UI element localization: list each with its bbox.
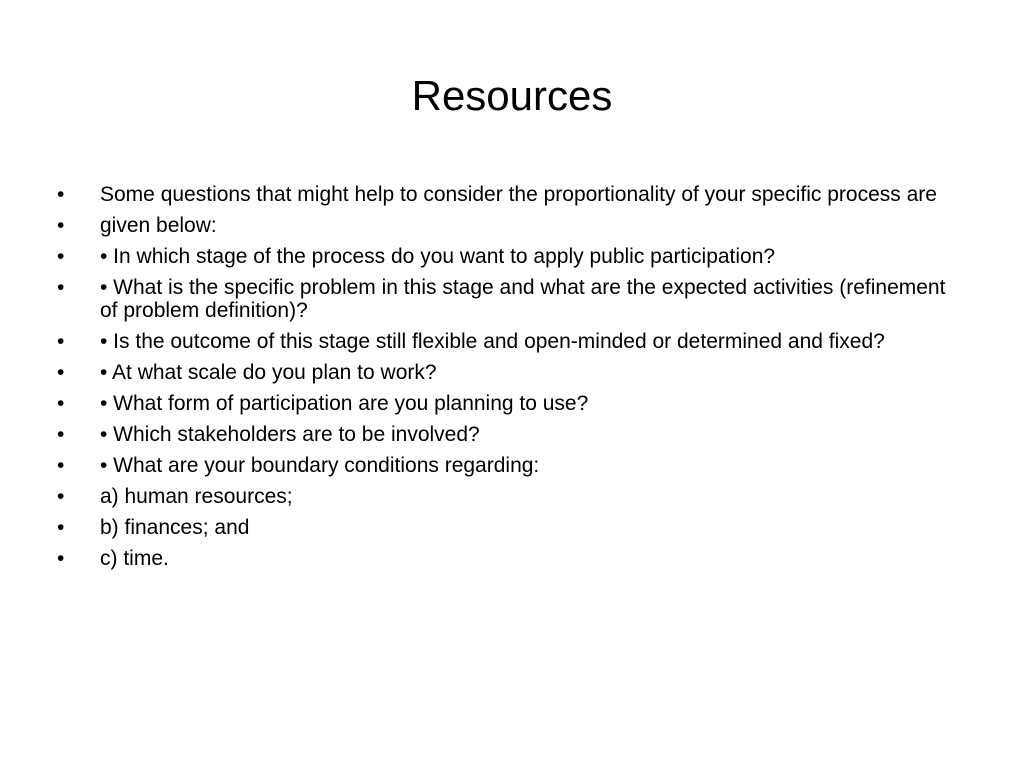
list-item bbox=[57, 330, 957, 353]
bullet-marker: • bbox=[57, 392, 65, 415]
list-item bbox=[57, 276, 957, 322]
bullet-text: • What are your boundary conditions regarding: bbox=[100, 454, 540, 477]
bullet-text: • What is the specific problem in this stage and what are the expected activities (refinement of problem definition)? bbox=[100, 276, 946, 322]
bullet-text: b) finances; and bbox=[100, 516, 250, 539]
bullet-marker: • bbox=[57, 485, 65, 508]
bullet-marker: • bbox=[57, 276, 65, 299]
bullet-text: • What form of participation are you planning to use? bbox=[100, 392, 589, 415]
list-item bbox=[57, 454, 957, 477]
list-item bbox=[57, 183, 957, 206]
bullet-text: • At what scale do you plan to work? bbox=[100, 361, 437, 384]
slide-title: Resources bbox=[411, 72, 613, 119]
list-item bbox=[57, 245, 957, 268]
bullet-marker: • bbox=[57, 183, 65, 206]
bullet-text: • Which stakeholders are to be involved? bbox=[100, 423, 480, 446]
bullet-text: c) time. bbox=[100, 547, 169, 570]
bullet-text: given below: bbox=[100, 214, 217, 237]
list-item bbox=[57, 392, 957, 415]
bullet-marker: • bbox=[57, 214, 65, 237]
bullet-text: • In which stage of the process do you want to apply public participation? bbox=[100, 245, 776, 268]
list-item bbox=[57, 516, 957, 539]
bullet-marker: • bbox=[57, 361, 65, 384]
list-item bbox=[57, 423, 957, 446]
bullet-marker: • bbox=[57, 330, 65, 353]
bullet-text: Some questions that might help to consider the proportionality of your specific process are bbox=[100, 183, 937, 206]
bullet-text: • Is the outcome of this stage still flexible and open-minded or determined and fixed? bbox=[100, 330, 885, 353]
bullet-marker: • bbox=[57, 547, 65, 570]
bullet-list bbox=[57, 183, 957, 578]
bullet-text: a) human resources; bbox=[100, 485, 293, 508]
list-item bbox=[57, 361, 957, 384]
list-item bbox=[57, 547, 957, 570]
bullet-marker: • bbox=[57, 423, 65, 446]
bullet-marker: • bbox=[57, 245, 65, 268]
bullet-marker: • bbox=[57, 516, 65, 539]
bullet-marker: • bbox=[57, 454, 65, 477]
list-item bbox=[57, 485, 957, 508]
list-item bbox=[57, 214, 957, 237]
